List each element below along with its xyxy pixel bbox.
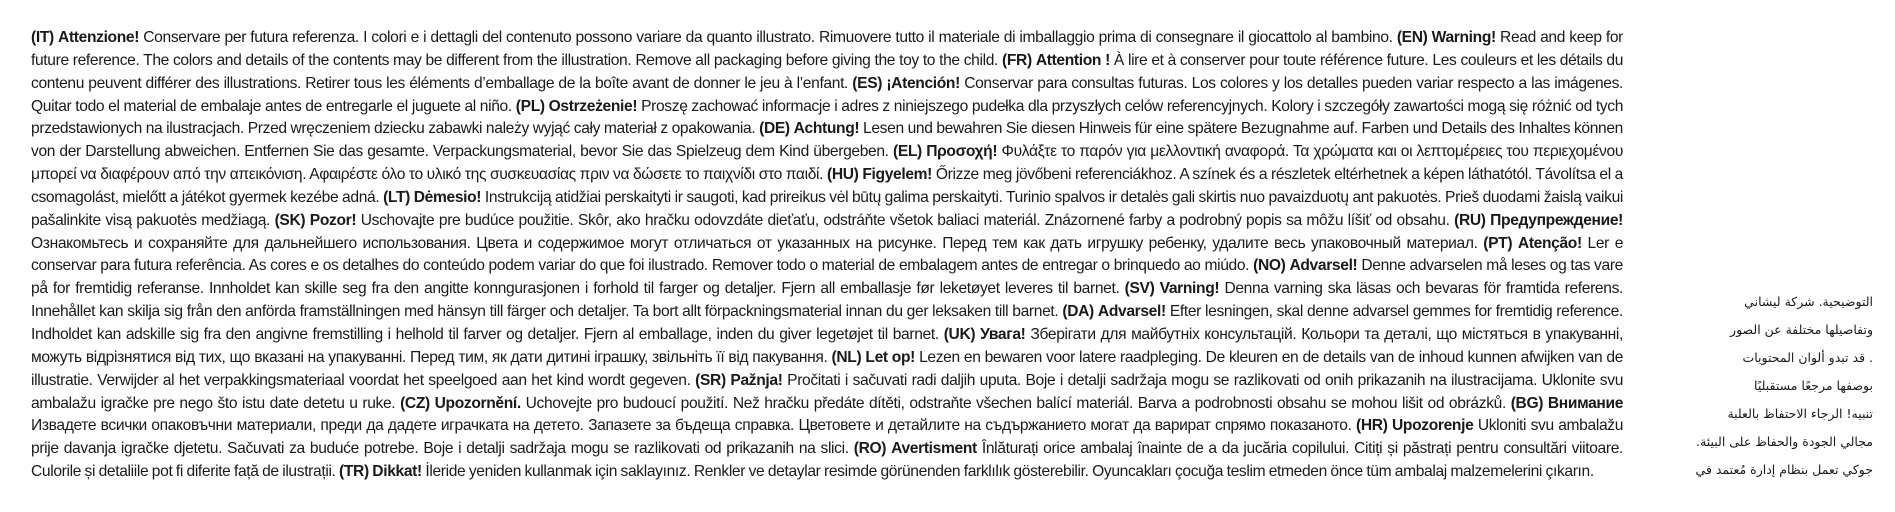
language-code: (FR) xyxy=(1002,51,1032,69)
warning-heading: Pozor! xyxy=(309,211,357,229)
warning-body: Ukloniti svu ambalažu prije davanja igračke djetetu. Sačuvati za buduće potrebe. Boje i detalji sadržaja mogu se razlikovati od prikazanih na slici. xyxy=(31,417,1624,458)
warning-body: Зберігати для майбутніх консультацій. Кольори та деталі, що містяться в упакуванні, можуть відрізнятися від тих, що вказані на упакуванні. Перед тим, як дати дитині іграшку, звільніть її від пакування. xyxy=(31,325,1624,366)
arabic-line: وتفاصيلها مختلفة عن الصور xyxy=(1730,322,1873,337)
warning-it xyxy=(31,29,1393,46)
arabic-warning-text xyxy=(1635,288,1873,484)
warning-heading: Внимание xyxy=(1547,394,1624,412)
warning-body: Ler e conservar para futura referência. As cores e os detalhes do conteúdo podem variar do que foi ilustrado. Remover todo o material de embalagem antes de entregar o brinquedo ao miúdo. xyxy=(31,234,1624,275)
language-code: (HR) xyxy=(1356,417,1388,435)
language-code: (EL) xyxy=(892,143,922,161)
warning-heading: Advarsel! xyxy=(1289,257,1358,275)
warning-heading: Avertisment xyxy=(891,440,977,458)
warning-body: Conservare per futura referenza. I colori e i dettagli del contenuto possono variare da quanto illustrato. Rimuovere tutto il materiale di imballaggio prima di consegnare il giocattolo al bambino. xyxy=(143,29,1393,46)
language-code: (BG) xyxy=(1510,394,1544,412)
language-code: (PT) xyxy=(1483,234,1513,252)
language-code: (SK) xyxy=(274,211,306,229)
language-code: (SR) xyxy=(695,371,726,389)
warning-body: Lezen en bewaren voor latere raadpleging. De kleuren en de details van de inhoud kunnen afwijken van de illustratie. Verwijder al het verpakkingsmateriaal voordat het speelgoed aan het kind wordt gegeven. xyxy=(31,348,1624,389)
language-code: (RU) xyxy=(1454,211,1486,229)
warning-heading: Предупреждение! xyxy=(1490,211,1623,229)
warning-heading: Atenção! xyxy=(1517,234,1582,252)
warning-body: Pročitati i sačuvati radi daljih uputa. Boje i detalji sadržaja mogu se razlikovati od onih prikazanih na ilustracijama. Uklonite svu ambalažu igračke pre nego što istu date detetu u ruke. xyxy=(31,371,1624,412)
warning-body: Uschovajte pre budúce použitie. Skôr, ako hračku odovzdáte dieťaťu, odstráňte všetok baliaci materiál. Znázornené farby a podrobný popis sa môžu líšiť od obsahu. xyxy=(360,211,1450,229)
language-code: (TR) xyxy=(339,463,369,481)
warning-heading: Achtung! xyxy=(793,120,860,138)
warning-heading: Upozorenje xyxy=(1391,417,1474,435)
warning-body: Conservar para consultas futuras. Los colores y los detalles pueden variar respecto a las imágenes. Quitar todo el material de embalaje antes de entregarle el juguete al niño. xyxy=(31,74,1624,115)
warning-heading: Ostrzeżenie! xyxy=(548,97,638,115)
warning-heading: Προσοχή! xyxy=(926,143,998,161)
warning-body: Denna varning ska läsas och bevaras för framtida referens. Innehållet kan skilja sig från den anförda framställningen med hänsyn till färger och detaljer. Ta bort allt förpackningsmaterial innan du ger leksaken till barnet. xyxy=(31,280,1623,321)
language-code: (EN) xyxy=(1396,29,1428,46)
language-code: (ES) xyxy=(852,74,883,92)
language-code: (IT) xyxy=(31,29,54,46)
warning-body: Efter lesningen, skal denne advarsel gemmes for fremtidig reference. Indholdet kan adskille sig fra den angivne fremstilling i helhold til farver og detaljer. Fjern al emballage, inden du giver legetøjet til barnet. xyxy=(31,303,1623,343)
warning-heading: Attention ! xyxy=(1035,51,1110,69)
warning-sk xyxy=(275,212,1450,229)
warning-body: Înlăturați orice ambalaj înainte de a da jucăria copilului. Citiți și păstrați pentru consultări viitoare. Culorile și detaliile pot fi diferite față de ilustrații. xyxy=(31,440,1624,481)
warning-heading: ¡Atención! xyxy=(886,74,960,92)
warning-heading: Varning! xyxy=(1159,280,1220,298)
warning-tr xyxy=(339,463,1594,480)
arabic-line: مجالي الجودة والحفاظ على البيئة. xyxy=(1696,434,1873,449)
warning-body: Őrizze meg jövőbeni referenciákhoz. A színek és a részletek eltérhetnek a képen láthatótól. Távolítsa el a csomagolást, mielőtt a játékot gyermek kezébe adná. xyxy=(31,166,1623,206)
warning-heading: Attenzione! xyxy=(58,29,140,46)
warning-body: Ознакомьтесь и сохраняйте для дальнейшего использования. Цвета и содержимое могут отличаться от указанных на рисунке. Перед тем как дать игрушку ребенку, удалите весь упаковочный материал. xyxy=(31,234,1478,252)
language-code: (LT) xyxy=(383,188,410,206)
language-code: (NL) xyxy=(831,348,862,366)
warning-heading: Warning! xyxy=(1431,29,1496,46)
warning-body: Uchovejte pro budoucí použití. Než hračku předáte dítěti, odstraňte všechen balící materiál. Barva a podrobnosti obsahu se mohou lišit od obrázků. xyxy=(525,394,1506,412)
arabic-line: بوصفها مرجعًا مستقبليًا xyxy=(1754,378,1873,393)
language-code: (UK) xyxy=(943,325,976,343)
language-code: (DE) xyxy=(759,120,790,138)
warning-body: Proszę zachować informacje i adres z niniejszego pudełka dla przyszłych celów referencyjnych. Kolory i szczegóły zawartości mogą się różnić od tych przedstawionych na ilustracjach. Przed wręczeniem dziecku zabawki należy wyjąć cały materiał z opakowania. xyxy=(31,97,1624,138)
warning-heading: Pažnja! xyxy=(730,371,783,389)
warning-heading: Upozornění. xyxy=(434,394,521,412)
warning-body: Instrukciją atidžiai perskaityti ir saugoti, kad prireikus vėl būtų galima perskaityti. Turinio spalvos ir detalės gali skirtis nuo pavaizduotų ant pakuotės. Prieš duodami žaislą vaikui pašalinkite visą pakuotės medžiagą. xyxy=(31,188,1624,229)
warning-body: À lire et à conserver pour toute référence future. Les couleurs et les détails du contenu peuvent différer des illustrations. Retirer tous les éléments d’emballage de la boîte avant de donner le jeu à l’enfant. xyxy=(31,51,1624,92)
language-code: (NO) xyxy=(1253,257,1286,275)
language-code: (CZ) xyxy=(400,394,430,412)
warning-heading: Advarsel! xyxy=(1097,303,1166,321)
warning-body: Denne advarselen må leses og tas vare på for fremtidig referanse. Innholdet kan skille seg fra den angitte konngurasjonen i forhold til farger og detaljer. Fjern all emballasje før leketøyet leveres til barnet. xyxy=(31,257,1623,298)
warning-body: Read and keep for future reference. The colors and details of the contents may be different from the illustration. Remove all packaging before giving the toy to the child. xyxy=(31,29,1624,69)
multilingual-warning-text xyxy=(31,27,1623,484)
arabic-line: التوضيحية. شركة ليشاني xyxy=(1744,294,1873,309)
warning-heading: Dėmesio! xyxy=(413,188,482,206)
warning-heading: Dikkat! xyxy=(372,463,422,481)
language-code: (DA) xyxy=(1062,303,1094,321)
warning-body: Φυλάξτε το παρόν για μελλοντική αναφορά. Τα χρώματα και οι λεπτομέρειες του περιεχομένου μπορεί να διαφέρουν από την απεικόνιση. Αφαιρέστε όλο το υλικό της συσκευασίας πριν να δώσετε το παιχνίδι στο παιδί. xyxy=(31,143,1623,184)
warning-body: İleride yeniden kullanmak için saklayınız. Renkler ve detaylar resimde görünenden farklılık gösterebilir. Oyuncakları çocuğa teslim etmeden önce tüm ambalaj malzemelerini çıkarın. xyxy=(425,463,1594,481)
language-code: (SV) xyxy=(1124,280,1155,298)
language-code: (RO) xyxy=(853,440,887,458)
warning-cz xyxy=(400,395,1506,412)
warning-heading: Увага! xyxy=(980,325,1026,343)
language-code: (HU) xyxy=(827,166,859,184)
arabic-line: . قد تبدو ألوان المحتويات xyxy=(1742,350,1873,365)
warning-heading: Let op! xyxy=(865,348,915,366)
arabic-line: جوكي تعمل بنظام إدارة مُعتمد في xyxy=(1695,462,1873,477)
language-code: (PL) xyxy=(515,97,545,115)
warning-body: Lesen und bewahren Sie diesen Hinweis für eine spätere Bezugnahme auf. Farben und Details des Inhaltes können von der Darstellung abweichen. Entfernen Sie das gesamte. Verpackungsmaterial, bevor Sie das Spielzeug dem Kind übergeben. xyxy=(31,120,1624,161)
arabic-line: تنبيه! الرجاء الاحتفاظ بالعلبة xyxy=(1727,406,1873,421)
warning-body: Извадете всички опаковъчни материали, преди да дадете играчката на детето. Запазете за бъдеща справка. Цветовете и детайлите на съдържанието могат да варират спрямо показаното. xyxy=(31,417,1352,435)
warning-heading: Figyelem! xyxy=(862,166,933,184)
